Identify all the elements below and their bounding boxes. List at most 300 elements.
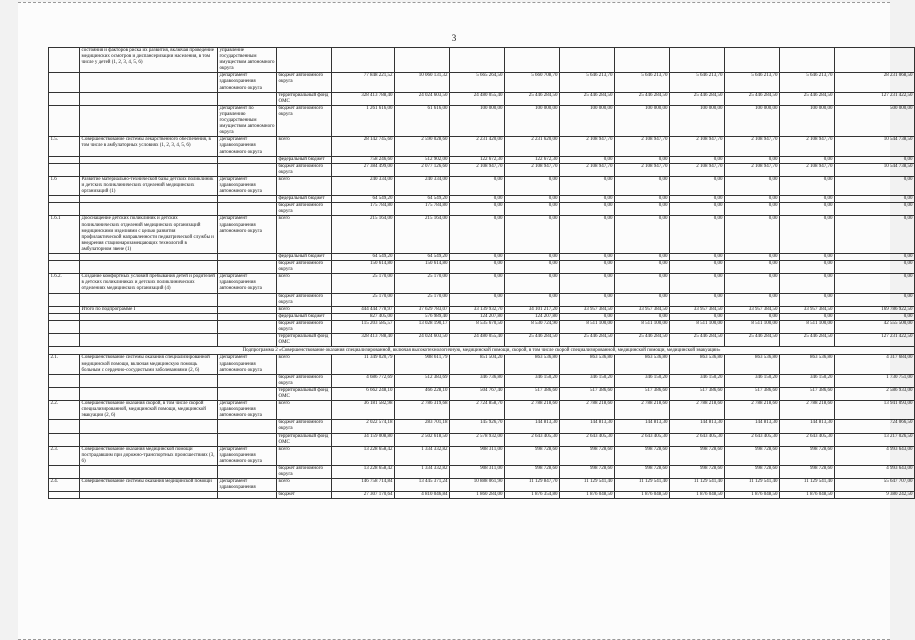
amount-cell	[450, 48, 505, 73]
item-number: 2.4.	[49, 479, 80, 492]
measure-name: состояния и факторов риска их развития, включая проведение медицинских осмотров и диспансеризации населения, в том числе у детей (1, 2, 3, 4, 5, 6)	[80, 48, 218, 73]
amount-cell: 2 108 947,70	[725, 163, 780, 176]
amount-cell: 328 413 788,40	[332, 92, 395, 105]
measure-name: Совершенствование системы оказания медицинской помощи	[80, 479, 218, 492]
amount-cell: 2 590 028,60	[395, 137, 450, 156]
amount-cell: 2 077 126,60	[395, 163, 450, 176]
item-number	[49, 163, 80, 176]
funding-source: федеральный бюджет	[277, 196, 332, 203]
measure-name: Создание комфортных условий пребывания детей и родителей в детских поликлиниках и детских поликлинических отделениях медицинских организаций (4)	[80, 274, 218, 293]
amount-cell: 998 728,60	[725, 466, 780, 479]
amount-cell: 851 504,20	[450, 355, 505, 374]
amount-cell: 2 502 618,50	[395, 433, 450, 446]
item-number	[49, 433, 80, 446]
executor: Департамент здравоохранения автономного округа	[218, 401, 277, 420]
executor	[218, 420, 277, 433]
amount-cell: 122 672,30	[450, 156, 505, 163]
amount-cell: 998 728,60	[780, 466, 835, 479]
funding-source: бюджет автономного округа	[277, 163, 332, 176]
amount-cell: 1 876 048,50	[725, 492, 780, 499]
item-number	[49, 320, 80, 333]
amount-cell: 0,00	[670, 313, 725, 320]
measure-name	[80, 73, 218, 92]
amount-cell: 0,00	[780, 313, 835, 320]
amount-cell: 0,00	[780, 254, 835, 261]
amount-cell: 100 000,00	[505, 105, 560, 136]
amount-cell: 0,00	[560, 216, 615, 254]
item-number	[49, 313, 80, 320]
table-row	[49, 446, 915, 465]
amount-cell: 0,00	[450, 254, 505, 261]
amount-cell: 2 108 947,70	[615, 163, 670, 176]
amount-cell: 0,00	[835, 274, 915, 293]
amount-cell: 346 736,80	[450, 374, 505, 387]
amount-cell: 0,00	[560, 313, 615, 320]
amount-cell: 0,00	[725, 274, 780, 293]
amount-cell: 1 730 751,00	[835, 374, 915, 387]
amount-cell: 100 000,00	[780, 105, 835, 136]
amount-cell: 64 549,20	[395, 196, 450, 203]
executor	[218, 196, 277, 203]
amount-cell: 998 728,60	[505, 446, 560, 465]
amount-cell: 0,00	[725, 176, 780, 195]
amount-cell: 77 848 221,52	[332, 73, 395, 92]
amount-cell: 27 307 170,64	[332, 492, 395, 499]
funding-source: территориальный фонд ОМС	[277, 334, 332, 347]
table-row	[49, 176, 915, 195]
item-number	[49, 105, 80, 136]
amount-cell: 33 957 384,50	[780, 306, 835, 313]
amount-cell: 27 384 499,00	[332, 163, 395, 176]
executor	[218, 492, 277, 499]
amount-cell: 2 231 620,00	[505, 137, 560, 156]
funding-source: бюджет автономного округа	[277, 466, 332, 479]
amount-cell: 13 228 658,42	[332, 446, 395, 465]
amount-cell: 0,00	[560, 203, 615, 216]
amount-cell: 0,00	[505, 216, 560, 254]
amount-cell: 346 150,20	[560, 374, 615, 387]
table-row	[49, 479, 915, 492]
executor	[218, 466, 277, 479]
amount-cell: 2 108 947,70	[615, 137, 670, 156]
amount-cell: 1 876 354,80	[505, 492, 560, 499]
item-number	[49, 196, 80, 203]
amount-cell: 25 170,00	[395, 293, 450, 306]
amount-cell: 25 446 284,50	[670, 334, 725, 347]
subprogram-title: Подпрограмма 2 «Совершенствование оказания специализированной, включая высокотехнологичную, медицинской помощи, скорой, в том числе скорой специализированной, медицинской помощи, медицинской эвакуации»	[49, 347, 915, 355]
amount-cell: 0,00	[505, 203, 560, 216]
amount-cell: 36 181 582,98	[332, 401, 395, 420]
funding-source: всего	[277, 355, 332, 374]
amount-cell: 0,00	[615, 196, 670, 203]
amount-cell: 1 876 048,50	[670, 492, 725, 499]
measure-name	[80, 313, 218, 320]
amount-cell: 2 586 933,00	[835, 387, 915, 400]
amount-cell: 28 231 068,50	[835, 73, 915, 92]
amount-cell: 517 386,60	[560, 387, 615, 400]
amount-cell	[725, 48, 780, 73]
amount-cell: 13 445 371,24	[395, 479, 450, 492]
amount-cell: 13 028 190,17	[395, 320, 450, 333]
amount-cell: 11 129 541,40	[670, 479, 725, 492]
amount-cell: 11 129 847,70	[505, 479, 560, 492]
amount-cell: 0,00	[670, 293, 725, 306]
amount-cell: 1 876 048,50	[615, 492, 670, 499]
table-row	[49, 374, 915, 387]
amount-cell: 0,00	[835, 216, 915, 254]
item-number	[49, 261, 80, 274]
item-number: 2.1.	[49, 355, 80, 374]
executor	[218, 320, 277, 333]
funding-source: всего	[277, 274, 332, 293]
amount-cell: 0,00	[780, 176, 835, 195]
amount-cell: 11 349 020,79	[332, 355, 395, 374]
amount-cell: 0,00	[615, 216, 670, 254]
amount-cell: 517 386,60	[725, 387, 780, 400]
amount-cell: 517 386,60	[505, 387, 560, 400]
amount-cell: 145 926,70	[450, 420, 505, 433]
executor	[218, 293, 277, 306]
amount-cell: 11 129 541,40	[560, 479, 615, 492]
amount-cell: 2 724 858,70	[450, 401, 505, 420]
table-row	[49, 334, 915, 347]
amount-cell	[615, 48, 670, 73]
amount-cell: 61 616,00	[395, 105, 450, 136]
item-number: 1.6	[49, 176, 80, 195]
amount-cell	[332, 48, 395, 73]
amount-cell: 33 957 384,50	[670, 306, 725, 313]
table-row	[49, 73, 915, 92]
item-number: 1.6.2.	[49, 274, 80, 293]
amount-cell: 283 701,18	[395, 420, 450, 433]
executor	[218, 156, 277, 163]
amount-cell: 144 813,30	[670, 420, 725, 433]
document-page	[18, 2, 913, 640]
funding-table	[48, 47, 915, 499]
amount-cell: 0,00	[615, 274, 670, 293]
amount-cell: 0,00	[560, 261, 615, 274]
amount-cell: 100 000,00	[725, 105, 780, 136]
amount-cell: 0,00	[505, 176, 560, 195]
amount-cell: 500 000,00	[835, 105, 915, 136]
funding-source: всего	[277, 176, 332, 195]
amount-cell: 5 646 213,70	[780, 73, 835, 92]
amount-cell: 2 108 947,70	[450, 163, 505, 176]
amount-cell: 0,00	[670, 203, 725, 216]
amount-cell: 127 231 422,50	[835, 334, 915, 347]
executor: Департамент здравоохранения автономного округа	[218, 216, 277, 254]
amount-cell: 0,00	[450, 196, 505, 203]
amount-cell: 0,00	[780, 261, 835, 274]
amount-cell	[560, 48, 615, 73]
measure-name: Совершенствование оказания скорой, в том числе скорой специализированной, медицинской помощи, медицинской эвакуации (2, 6)	[80, 401, 218, 420]
amount-cell: 998 728,60	[560, 446, 615, 465]
amount-cell: 2 643 405,30	[725, 433, 780, 446]
amount-cell: 0,00	[450, 261, 505, 274]
amount-cell: 13 217 026,50	[835, 433, 915, 446]
executor: Департамент здравоохранения автономного округа	[218, 137, 277, 156]
funding-source: территориальный фонд ОМС	[277, 433, 332, 446]
funding-source: бюджет автономного округа	[277, 320, 332, 333]
funding-source: бюджет автономного округа	[277, 105, 332, 136]
amount-cell: 0,00	[505, 254, 560, 261]
amount-cell: 100 000,00	[615, 105, 670, 136]
measure-name	[80, 196, 218, 203]
amount-cell: 2 022 574,18	[332, 420, 395, 433]
executor: Департамент здравоохранения	[218, 479, 277, 492]
amount-cell: 0,00	[780, 203, 835, 216]
amount-cell: 10 544 738,50	[835, 163, 915, 176]
amount-cell: 0,00	[450, 216, 505, 254]
amount-cell: 4 317 684,00	[835, 355, 915, 374]
amount-cell: 10 060 131,32	[395, 73, 450, 92]
amount-cell: 2 788 218,60	[505, 401, 560, 420]
amount-cell: 998 728,60	[615, 466, 670, 479]
amount-cell: 13 228 658,42	[332, 466, 395, 479]
amount-cell: 8 511 100,00	[615, 320, 670, 333]
amount-cell: 0,00	[670, 196, 725, 203]
amount-cell: 25 446 284,50	[505, 334, 560, 347]
amount-cell: 2 788 218,60	[670, 401, 725, 420]
executor	[218, 374, 277, 387]
table-row	[49, 355, 915, 374]
amount-cell: 863 536,80	[615, 355, 670, 374]
amount-cell: 144 813,30	[560, 420, 615, 433]
amount-cell: 346 150,20	[505, 374, 560, 387]
measure-name	[80, 420, 218, 433]
amount-cell: 0,00	[835, 261, 915, 274]
executor: Департамент здравоохранения автономного округа	[218, 446, 277, 465]
amount-cell: 0,00	[670, 254, 725, 261]
amount-cell: 124 207,80	[505, 313, 560, 320]
amount-cell: 444 444 778,97	[332, 306, 395, 313]
amount-cell: 25 446 284,50	[560, 92, 615, 105]
amount-cell: 124 207,80	[450, 313, 505, 320]
amount-cell: 504 767,40	[450, 387, 505, 400]
amount-cell: 64 549,20	[332, 196, 395, 203]
amount-cell: 0,00	[615, 254, 670, 261]
item-number	[49, 306, 80, 313]
executor	[218, 163, 277, 176]
amount-cell: 2 108 947,70	[725, 137, 780, 156]
amount-cell: 24 480 055,40	[450, 92, 505, 105]
amount-cell: 8 511 100,00	[780, 320, 835, 333]
amount-cell: 0,00	[670, 261, 725, 274]
measure-name	[80, 374, 218, 387]
amount-cell: 998 728,60	[780, 446, 835, 465]
amount-cell: 6 662 248,10	[332, 387, 395, 400]
amount-cell: 0,00	[835, 176, 915, 195]
item-number	[49, 387, 80, 400]
amount-cell: 25 446 284,50	[780, 92, 835, 105]
executor	[218, 387, 277, 400]
amount-cell: 0,00	[615, 156, 670, 163]
amount-cell: 2 578 932,00	[450, 433, 505, 446]
amount-cell: 0,00	[780, 156, 835, 163]
amount-cell: 4 993 643,00	[835, 446, 915, 465]
amount-cell: 2 643 405,30	[670, 433, 725, 446]
executor: Департамент здравоохранения автономного округа	[218, 274, 277, 293]
amount-cell: 998 728,60	[615, 446, 670, 465]
funding-source: всего	[277, 401, 332, 420]
measure-name: Развитие материально-технической базы детских поликлиник и детских поликлинических отделений медицинских организаций (1)	[80, 176, 218, 195]
amount-cell: 2 108 947,70	[670, 137, 725, 156]
amount-cell: 64 549,20	[332, 254, 395, 261]
item-number	[49, 293, 80, 306]
amount-cell: 144 813,30	[725, 420, 780, 433]
item-number	[49, 73, 80, 92]
amount-cell: 25 446 284,50	[560, 334, 615, 347]
amount-cell: 2 788 218,60	[725, 401, 780, 420]
amount-cell: 28 142 745,60	[332, 137, 395, 156]
amount-cell: 24 480 055,40	[450, 334, 505, 347]
amount-cell: 24 024 603,50	[395, 334, 450, 347]
amount-cell: 2 108 947,70	[780, 137, 835, 156]
amount-cell: 34 159 008,80	[332, 433, 395, 446]
amount-cell: 11 129 541,40	[725, 479, 780, 492]
amount-cell: 0,00	[450, 203, 505, 216]
measure-name	[80, 433, 218, 446]
executor: управление государственным имуществом автономного округа	[219, 48, 275, 72]
measure-name	[80, 293, 218, 306]
amount-cell: 908 611,79	[395, 355, 450, 374]
amount-cell: 240 334,00	[395, 176, 450, 195]
amount-cell: 0,00	[505, 261, 560, 274]
amount-cell: 0,00	[670, 156, 725, 163]
amount-cell: 9 380 242,50	[835, 492, 915, 499]
amount-cell: 175 784,80	[395, 203, 450, 216]
executor	[218, 306, 277, 313]
amount-cell: 175 784,80	[332, 203, 395, 216]
measure-name	[80, 387, 218, 400]
item-number: 2.2.	[49, 401, 80, 420]
executor: Департамент здравоохранения автономного округа	[218, 176, 277, 195]
amount-cell: 215 164,00	[395, 216, 450, 254]
amount-cell: 0,00	[725, 203, 780, 216]
amount-cell: 2 788 218,60	[560, 401, 615, 420]
amount-cell: 998 728,60	[670, 466, 725, 479]
amount-cell: 0,00	[725, 261, 780, 274]
amount-cell: 5 646 213,70	[725, 73, 780, 92]
measure-name	[80, 466, 218, 479]
amount-cell: 100 000,00	[450, 105, 505, 136]
subprogram-title-row	[49, 347, 915, 355]
amount-cell: 8 535 670,50	[450, 320, 505, 333]
amount-cell: 144 813,30	[505, 420, 560, 433]
amount-cell: 5 665 264,50	[450, 73, 505, 92]
item-number	[49, 374, 80, 387]
amount-cell: 0,00	[835, 293, 915, 306]
amount-cell: 64 549,20	[395, 254, 450, 261]
measure-name	[80, 203, 218, 216]
amount-cell: 346 150,20	[615, 374, 670, 387]
amount-cell: 0,00	[835, 313, 915, 320]
table-row	[49, 433, 915, 446]
amount-cell: 122 672,30	[505, 156, 560, 163]
measure-name	[80, 261, 218, 274]
measure-name	[80, 105, 218, 136]
amount-cell: 0,00	[505, 196, 560, 203]
measure-name: Совершенствование системы оказания специализированной медицинской помощи, включая медицинскую помощь больным с сердечно-сосудистыми заболеваниями (2, 6)	[80, 355, 218, 374]
measure-name	[80, 334, 218, 347]
amount-cell: 517 386,60	[780, 387, 835, 400]
amount-cell: 2 643 405,30	[505, 433, 560, 446]
amount-cell: 8 511 100,00	[670, 320, 725, 333]
amount-cell: 5 660 708,70	[505, 73, 560, 92]
measure-name	[80, 254, 218, 261]
amount-cell: 169 786 922,50	[835, 306, 915, 313]
amount-cell: 517 386,60	[670, 387, 725, 400]
amount-cell: 13 941 093,00	[835, 401, 915, 420]
amount-cell: 0,00	[725, 293, 780, 306]
amount-cell: 25 170,00	[395, 274, 450, 293]
measure-name: Совершенствование системы лекарственного обеспечения, в том числе в амбулаторных условиях (1, 2, 3, 4, 5, 6)	[80, 137, 218, 156]
funding-source: территориальный фонд ОМС	[277, 92, 332, 105]
amount-cell: 346 150,20	[780, 374, 835, 387]
amount-cell: 10 888 061,90	[450, 479, 505, 492]
amount-cell: 25 446 284,50	[725, 92, 780, 105]
item-number	[49, 203, 80, 216]
table-row	[49, 401, 915, 420]
amount-cell: 1 860 284,00	[450, 492, 505, 499]
amount-cell: 0,00	[560, 274, 615, 293]
amount-cell: 8 530 724,90	[505, 320, 560, 333]
table-row	[49, 306, 915, 313]
amount-cell: 863 536,80	[725, 355, 780, 374]
amount-cell: 1 334 332,82	[395, 466, 450, 479]
amount-cell: 2 108 947,70	[560, 137, 615, 156]
amount-cell: 0,00	[835, 156, 915, 163]
executor	[218, 334, 277, 347]
funding-source: бюджет автономного округа	[277, 374, 332, 387]
amount-cell: 517 386,60	[615, 387, 670, 400]
amount-cell: 1 876 048,50	[560, 492, 615, 499]
amount-cell: 2 231 420,00	[450, 137, 505, 156]
table-row	[49, 466, 915, 479]
amount-cell: 346 150,20	[670, 374, 725, 387]
amount-cell: 863 536,80	[670, 355, 725, 374]
table-row	[49, 313, 915, 320]
table-row	[49, 492, 915, 499]
table-row	[49, 216, 915, 254]
amount-cell: 2 786 319,68	[395, 401, 450, 420]
amount-cell: 8 511 100,00	[560, 320, 615, 333]
amount-cell: 1 261 616,00	[332, 105, 395, 136]
amount-cell: 25 446 284,50	[670, 92, 725, 105]
amount-cell: 908 311,00	[450, 466, 505, 479]
amount-cell: 5 646 213,70	[615, 73, 670, 92]
amount-cell: 998 728,60	[725, 446, 780, 465]
table-row	[49, 274, 915, 293]
amount-cell: 2 643 405,30	[780, 433, 835, 446]
amount-cell: 215 164,00	[332, 216, 395, 254]
amount-cell: 1 876 048,50	[780, 492, 835, 499]
amount-cell: 998 728,60	[505, 466, 560, 479]
item-number: 1.5.	[49, 137, 80, 156]
amount-cell: 33 957 384,50	[725, 306, 780, 313]
amount-cell	[670, 48, 725, 73]
amount-cell: 863 536,80	[505, 355, 560, 374]
amount-cell: 25 446 284,50	[615, 334, 670, 347]
amount-cell: 0,00	[450, 176, 505, 195]
amount-cell: 0,00	[560, 196, 615, 203]
funding-source: федеральный бюджет	[277, 254, 332, 261]
funding-source: бюджет автономного округа	[277, 73, 332, 92]
amount-cell: 0,00	[560, 254, 615, 261]
amount-cell: 0,00	[450, 274, 505, 293]
table-row	[49, 137, 915, 156]
funding-source	[277, 48, 332, 73]
